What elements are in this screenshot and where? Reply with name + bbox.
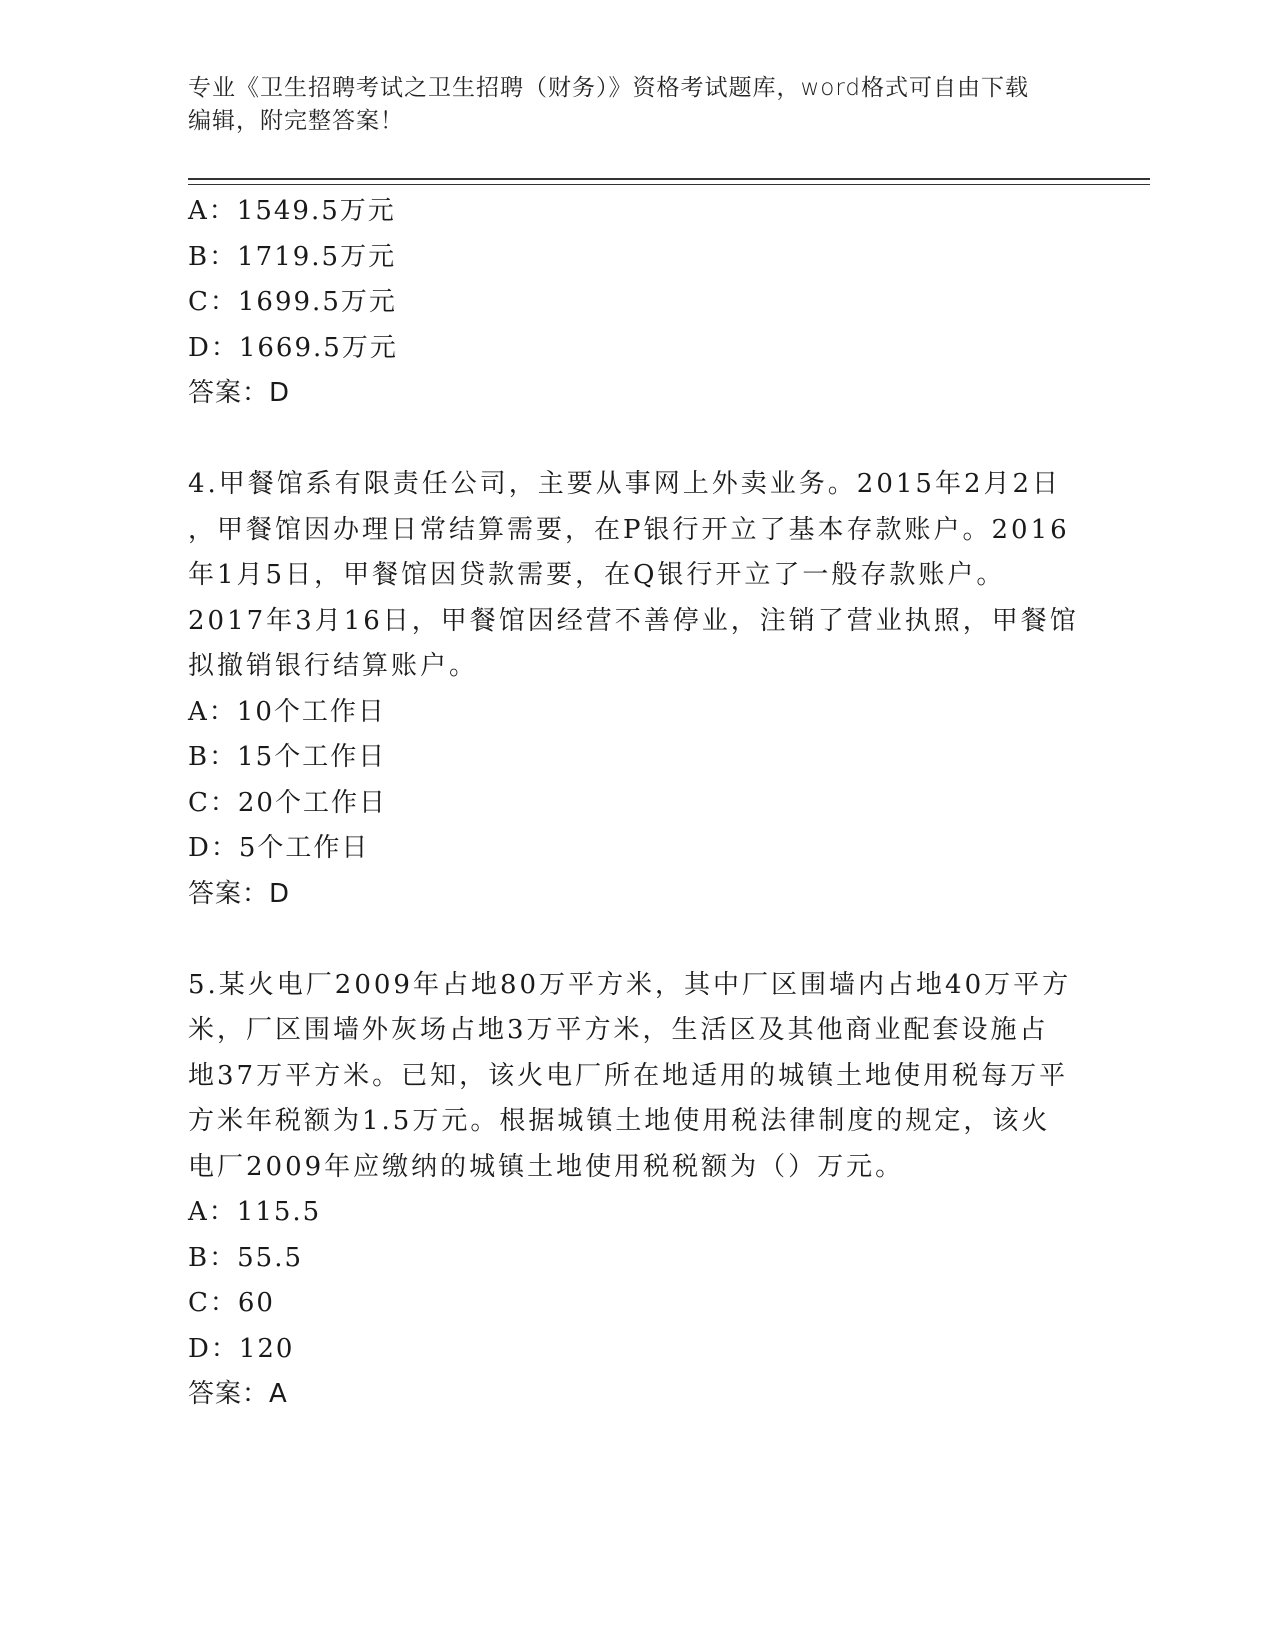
q4-text-line-4: 2017年3月16日，甲餐馆因经营不善停业，注销了营业执照，甲餐馆 [188,605,1079,636]
q5-text-line-3: 地37万平方米。已知，该火电厂所在地适用的城镇土地使用税每万平 [188,1060,1069,1091]
question-3 [188,189,1088,417]
question-5 [188,963,1088,1418]
q4-option-d: D：5个工作日 [188,833,370,863]
q4-option-b: B：15个工作日 [188,742,387,772]
q5-text-line-2: 米，厂区围墙外灰场占地3万平方米，生活区及其他商业配套设施占 [188,1015,1049,1045]
q5-option-a: A：115.5 [188,1197,322,1227]
q3-option-a: A：1549.5万元 [188,196,396,226]
question-4 [188,462,1088,917]
spacer [188,917,1088,963]
q3-option-b: B：1719.5万元 [188,241,397,272]
header-divider-bottom [188,184,1150,185]
document-header [188,72,1088,138]
q5-option-c: C：60 [188,1288,275,1318]
q3-option-c: C：1699.5万元 [188,287,397,317]
header-line-1: 专业《卫生招聘考试之卫生招聘（财务）》资格考试题库，word格式可自由下载 [188,75,1030,101]
q3-option-d: D：1669.5万元 [188,332,398,363]
q5-text-line-4: 方米年税额为1.5万元。根据城镇土地使用税法律制度的规定，该火 [188,1106,1051,1136]
q5-text-line-5: 电厂2009年应缴纳的城镇土地使用税税额为（）万元。 [188,1151,905,1182]
q5-answer: 答案：A [188,1379,288,1409]
q4-text-line-3: 年1月5日，甲餐馆因贷款需要，在Q银行开立了一般存款账户。 [188,560,1006,590]
q5-option-d: D：120 [188,1333,295,1364]
q5-text-line-1: 5.某火电厂2009年占地80万平方米，其中厂区围墙内占地40万平方 [188,969,1072,1000]
q5-option-b: B：55.5 [188,1242,303,1273]
q4-text-line-5: 拟撤销银行结算账户。 [188,651,479,681]
spacer [188,417,1088,463]
q4-option-a: A：10个工作日 [188,696,386,727]
header-line-2: 编辑，附完整答案！ [188,108,404,134]
header-divider-top [188,178,1150,180]
q4-option-c: C：20个工作日 [188,787,387,818]
document-body [188,189,1088,1418]
q4-text-line-2: ，甲餐馆因办理日常结算需要，在P银行开立了基本存款账户。2016 [188,514,1070,545]
q3-answer: 答案：D [188,378,291,408]
q4-answer: 答案：D [188,878,291,909]
q4-text-line-1: 4.甲餐馆系有限责任公司，主要从事网上外卖业务。2015年2月2日 [188,469,1062,499]
